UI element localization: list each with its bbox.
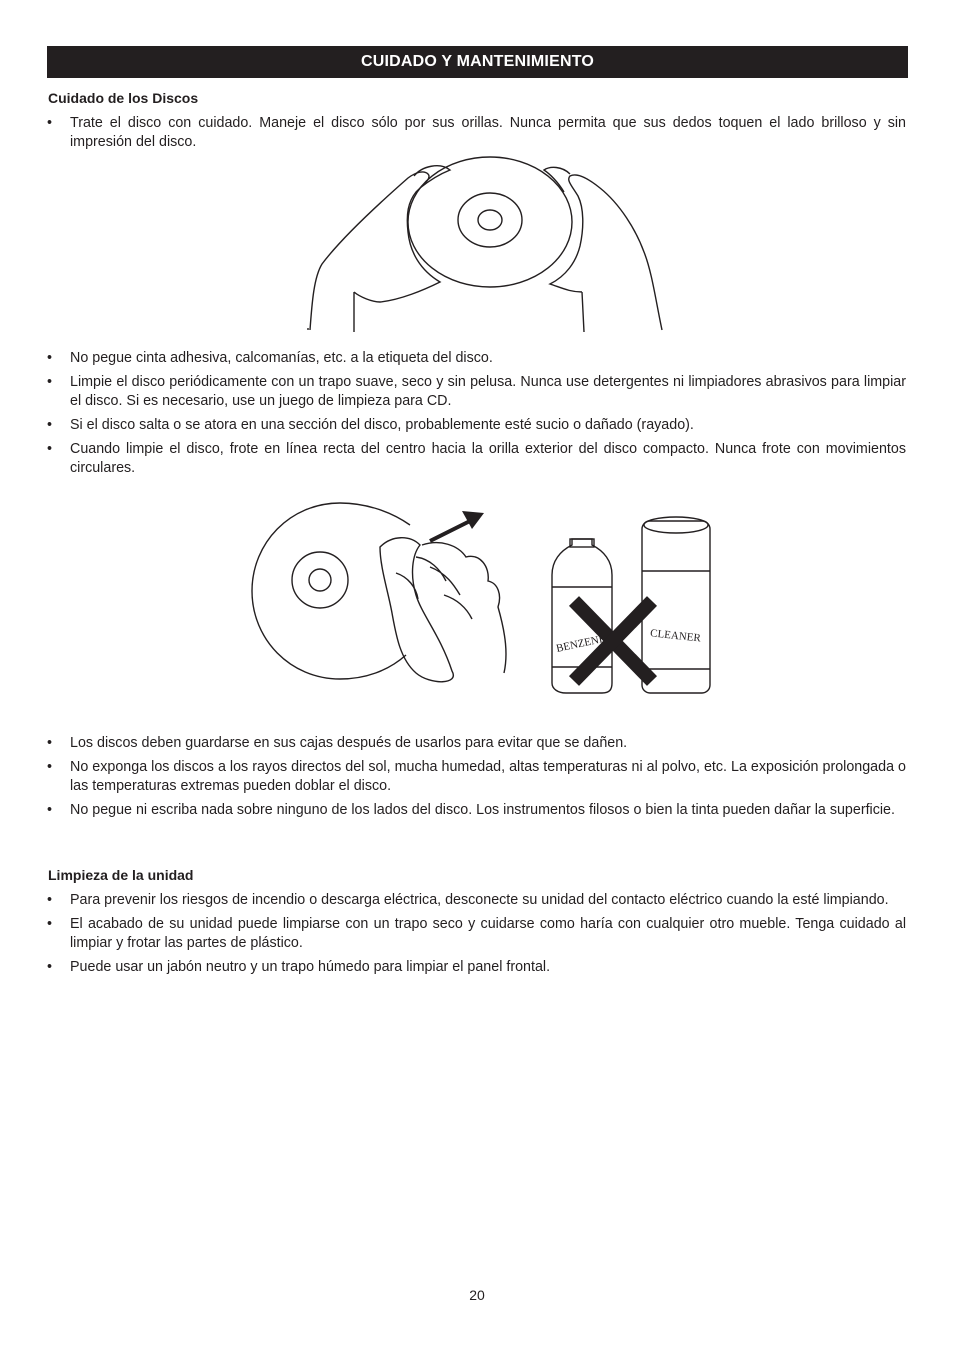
- can-label: CLEANER: [649, 627, 702, 645]
- bullet-list-unit-cleaning: [47, 891, 906, 982]
- bullet-list-disc-handling: [47, 114, 906, 157]
- direction-arrow-icon: [430, 511, 484, 541]
- section-title-banner: [47, 46, 908, 78]
- list-item: • No exponga los discos a los rayos directos del sol, mucha humedad, altas temperaturas ni al polvo, etc. La exposición prolongada o las temperaturas extremas pueden doblar el disco.: [47, 758, 906, 796]
- list-item: • Puede usar un jabón neutro y un trapo húmedo para limpiar el panel frontal.: [47, 958, 906, 977]
- heading-unit-cleaning: Limpieza de la unidad: [48, 867, 194, 883]
- list-item: • Si el disco salta o se atora en una sección del disco, probablemente esté sucio o dañado (rayado).: [47, 416, 906, 435]
- right-thumb: [544, 167, 570, 192]
- disc-outline: [252, 503, 410, 679]
- disc-hub-ring: [292, 552, 348, 608]
- disc-hub-ring: [458, 193, 522, 247]
- hands-holding-disc-illustration: [300, 152, 680, 338]
- disc-cleaning-illustration: [240, 495, 720, 705]
- disc-outline: [408, 157, 572, 287]
- list-item: • No pegue ni escriba nada sobre ninguno de los lados del disco. Los instrumentos filosos o bien la tinta pueden dañar la superficie.: [47, 801, 906, 820]
- list-item: • Cuando limpie el disco, frote en línea recta del centro hacia la orilla exterior del disco compacto. Nunca frote con movimientos circulares.: [47, 440, 906, 478]
- list-item: • Trate el disco con cuidado. Maneje el disco sólo por sus orillas. Nunca permita que sus dedos toquen el lado brilloso y sin impresión del disco.: [47, 114, 906, 152]
- list-item: • Para prevenir los riesgos de incendio o descarga eléctrica, desconecte su unidad del contacto eléctrico cuando la esté limpiando.: [47, 891, 906, 910]
- wiping-hand: [396, 543, 506, 673]
- list-item: • Limpie el disco periódicamente con un trapo suave, seco y sin pelusa. Nunca use detergentes ni limpiadores abrasivos para limpiar el disco. Si es necesario, use un juego de limpieza para CD.: [47, 373, 906, 411]
- bullet-list-disc-storage: [47, 734, 906, 825]
- list-item: • No pegue cinta adhesiva, calcomanías, etc. a la etiqueta del disco.: [47, 349, 906, 368]
- left-hand: [308, 172, 440, 332]
- bullet-list-disc-cleaning: [47, 349, 906, 483]
- list-item: • Los discos deben guardarse en sus cajas después de usarlos para evitar que se dañen.: [47, 734, 906, 753]
- disc-center-hole: [478, 210, 502, 230]
- heading-disc-care: Cuidado de los Discos: [48, 90, 199, 106]
- cloth: [380, 538, 453, 682]
- list-item: • El acabado de su unidad puede limpiarse con un trapo seco y cuidarse como haría con cualquier otro mueble. Tenga cuidado al limpiar y frotar las partes de plástico.: [47, 915, 906, 953]
- page-number: 20: [469, 1287, 485, 1303]
- bottle-label: BENZENE: [555, 632, 607, 655]
- disc-center-hole: [309, 569, 331, 591]
- section-title: CUIDADO Y MANTENIMIENTO: [360, 53, 595, 70]
